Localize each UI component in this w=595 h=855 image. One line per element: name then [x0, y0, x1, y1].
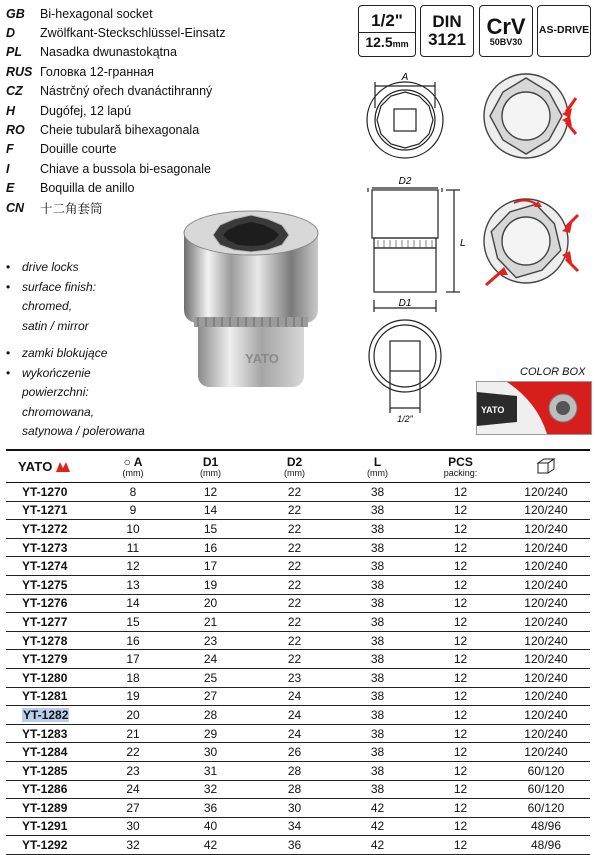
cell-pcs: 12: [419, 724, 502, 743]
language-text: Nástrčný ořech dvanáctihranný: [40, 84, 213, 99]
table-row: [6, 724, 590, 743]
cell-d1: 20: [168, 594, 253, 613]
language-row: [6, 23, 296, 42]
table-row: [6, 501, 590, 520]
table-row: [6, 631, 590, 650]
cell-pcs: 12: [419, 761, 502, 780]
col-d1-header: D1 (mm): [168, 450, 253, 483]
table-row: [6, 575, 590, 594]
table-row: [6, 836, 590, 855]
language-code: CN: [6, 200, 25, 215]
cell-l: 38: [336, 594, 419, 613]
cell-box: 120/240: [502, 501, 590, 520]
box-logo: YATO: [481, 405, 505, 415]
material-badge: [479, 5, 533, 57]
cell-box: 120/240: [502, 520, 590, 539]
color-box-photo: [476, 381, 592, 435]
cell-pcs: 12: [419, 817, 502, 836]
language-row: [6, 140, 296, 159]
cell-d1: 31: [168, 761, 253, 780]
cell-pcs: 12: [419, 483, 502, 502]
cell-d2: 26: [253, 743, 336, 762]
cell-l: 38: [336, 724, 419, 743]
language-text: Zwölfkant-Steckschlüssel-Einsatz: [40, 26, 226, 41]
cell-d1: 15: [168, 520, 253, 539]
drive-size-badge: [358, 5, 416, 57]
product-code: YT-1278: [6, 631, 98, 650]
col-a-header: ○ A (mm): [98, 450, 168, 483]
cell-pcs: 12: [419, 799, 502, 818]
product-code: YT-1282: [6, 706, 98, 725]
cell-d2: 30: [253, 799, 336, 818]
table-row: [6, 706, 590, 725]
cell-box: 120/240: [502, 650, 590, 669]
cell-l: 42: [336, 799, 419, 818]
drive-size-mm: 12.5mm: [365, 34, 409, 51]
din-label: DIN: [432, 12, 462, 32]
col-l-header: L (mm): [336, 450, 419, 483]
cell-box: 120/240: [502, 631, 590, 650]
product-code: YT-1271: [6, 501, 98, 520]
cell-a: 21: [98, 724, 168, 743]
cell-box: 120/240: [502, 668, 590, 687]
cell-a: 12: [98, 557, 168, 576]
cell-d1: 42: [168, 836, 253, 855]
language-code: D: [6, 26, 16, 41]
cell-a: 9: [98, 501, 168, 520]
cell-d2: 24: [253, 706, 336, 725]
cell-l: 38: [336, 761, 419, 780]
cell-a: 27: [98, 799, 168, 818]
cell-pcs: 12: [419, 575, 502, 594]
table-row: [6, 743, 590, 762]
cell-d2: 22: [253, 631, 336, 650]
language-row: [6, 179, 296, 198]
cell-a: 24: [98, 780, 168, 799]
table-row: [6, 799, 590, 818]
cell-box: 120/240: [502, 706, 590, 725]
language-code: PL: [6, 45, 22, 60]
language-code: RO: [6, 123, 25, 138]
din-number: 3121: [428, 30, 466, 49]
cell-l: 38: [336, 520, 419, 539]
cell-d2: 22: [253, 575, 336, 594]
col-d2-header: D2 (mm): [253, 450, 336, 483]
cell-a: 19: [98, 687, 168, 706]
language-code: RUS: [6, 64, 33, 79]
cell-l: 38: [336, 538, 419, 557]
table-row: [6, 650, 590, 669]
cell-box: 120/240: [502, 687, 590, 706]
table-row: [6, 780, 590, 799]
cell-l: 38: [336, 780, 419, 799]
language-code: H: [6, 103, 16, 118]
profile-label: AS-DRIVE: [538, 24, 590, 37]
yato-logo-icon: [56, 462, 70, 472]
cell-l: 38: [336, 613, 419, 632]
table-row: [6, 538, 590, 557]
cell-box: 60/120: [502, 761, 590, 780]
product-code: YT-1283: [6, 724, 98, 743]
product-code: YT-1286: [6, 780, 98, 799]
cell-a: 8: [98, 483, 168, 502]
cell-a: 30: [98, 817, 168, 836]
language-text: Cheie tubulară bihexagonala: [40, 123, 200, 138]
cell-l: 38: [336, 501, 419, 520]
product-code: YT-1272: [6, 520, 98, 539]
cell-d1: 24: [168, 650, 253, 669]
language-code: F: [6, 142, 14, 157]
cell-a: 15: [98, 613, 168, 632]
cell-d1: 17: [168, 557, 253, 576]
cell-pcs: 12: [419, 538, 502, 557]
table-row: [6, 483, 590, 502]
language-row: [6, 82, 296, 101]
language-row: [6, 4, 296, 23]
cell-box: 120/240: [502, 538, 590, 557]
cell-d1: 40: [168, 817, 253, 836]
cell-pcs: 12: [419, 743, 502, 762]
cell-pcs: 12: [419, 557, 502, 576]
product-code: YT-1276: [6, 594, 98, 613]
product-code: YT-1292: [6, 836, 98, 855]
table-row: [6, 668, 590, 687]
features-list: [6, 258, 196, 442]
cell-d2: 28: [253, 761, 336, 780]
product-code: YT-1291: [6, 817, 98, 836]
cell-d2: 24: [253, 687, 336, 706]
cell-pcs: 12: [419, 836, 502, 855]
cell-d2: 22: [253, 483, 336, 502]
cell-box: 60/120: [502, 780, 590, 799]
cell-d2: 22: [253, 501, 336, 520]
cell-d1: 12: [168, 483, 253, 502]
table-row: [6, 520, 590, 539]
product-code: YT-1285: [6, 761, 98, 780]
cell-box: 120/240: [502, 575, 590, 594]
cell-a: 16: [98, 631, 168, 650]
brand-header: YATO: [6, 450, 98, 483]
color-box-label: COLOR BOX: [520, 366, 586, 378]
language-row: [6, 120, 296, 139]
col-box-header: [502, 450, 590, 483]
feature-item: • drive locks: [6, 260, 79, 274]
profile-badge: [537, 5, 591, 57]
language-text: Chiave a bussola bi-esagonale: [40, 161, 211, 176]
language-text: Douille courte: [40, 142, 117, 157]
language-row: [6, 101, 296, 120]
cell-pcs: 12: [419, 650, 502, 669]
cell-d2: 22: [253, 650, 336, 669]
socket-photo: [176, 205, 326, 395]
cell-d2: 22: [253, 538, 336, 557]
dim-d2-label: D2: [398, 176, 412, 187]
cell-box: 120/240: [502, 743, 590, 762]
cell-l: 38: [336, 706, 419, 725]
cell-pcs: 12: [419, 613, 502, 632]
product-code: YT-1280: [6, 668, 98, 687]
cell-pcs: 12: [419, 687, 502, 706]
language-row: [6, 43, 296, 62]
language-row: [6, 62, 296, 81]
cell-d2: 28: [253, 780, 336, 799]
cell-l: 38: [336, 668, 419, 687]
cell-a: 23: [98, 761, 168, 780]
product-code: YT-1273: [6, 538, 98, 557]
drive-size: 1/2": [359, 12, 415, 33]
dim-drive-label: 1/2": [397, 414, 413, 424]
socket-marking: YATO: [245, 351, 279, 366]
cell-d1: 23: [168, 631, 253, 650]
cell-d2: 22: [253, 557, 336, 576]
cell-a: 17: [98, 650, 168, 669]
cell-l: 38: [336, 631, 419, 650]
product-code: YT-1281: [6, 687, 98, 706]
cell-box: 60/120: [502, 799, 590, 818]
cell-d1: 32: [168, 780, 253, 799]
cell-d1: 25: [168, 668, 253, 687]
cell-l: 38: [336, 687, 419, 706]
feature-item: • wykończenie powierzchni: chromowana, satynowa / polerowana: [6, 365, 145, 438]
cell-a: 13: [98, 575, 168, 594]
cell-a: 11: [98, 538, 168, 557]
cell-l: 38: [336, 557, 419, 576]
cell-a: 32: [98, 836, 168, 855]
cell-d2: 34: [253, 817, 336, 836]
product-code: YT-1289: [6, 799, 98, 818]
dim-d1-label: D1: [398, 298, 412, 309]
cell-d1: 28: [168, 706, 253, 725]
cell-d1: 16: [168, 538, 253, 557]
language-row: [6, 159, 296, 178]
language-text: Dugófej, 12 lapú: [40, 103, 132, 118]
dim-a-label: A: [401, 72, 409, 83]
table-header-row: [6, 450, 590, 483]
col-pcs-header: PCS packing:: [419, 450, 502, 483]
language-text: Bi-hexagonal socket: [40, 6, 153, 21]
cell-l: 38: [336, 575, 419, 594]
cell-d1: 29: [168, 724, 253, 743]
feature-item: • surface finish: chromed, satin / mirror: [6, 279, 97, 333]
cell-box: 48/96: [502, 817, 590, 836]
cell-d1: 14: [168, 501, 253, 520]
cell-d2: 22: [253, 594, 336, 613]
language-text: Nasadka dwunastokątna: [40, 45, 177, 60]
cell-d1: 27: [168, 687, 253, 706]
cell-pcs: 12: [419, 631, 502, 650]
table-row: [6, 613, 590, 632]
table-row: [6, 557, 590, 576]
table-row: [6, 761, 590, 780]
cell-pcs: 12: [419, 668, 502, 687]
cell-box: 48/96: [502, 836, 590, 855]
cell-d1: 21: [168, 613, 253, 632]
cell-box: 120/240: [502, 594, 590, 613]
cell-pcs: 12: [419, 780, 502, 799]
language-text: Boquilla de anillo: [40, 181, 135, 196]
cell-pcs: 12: [419, 594, 502, 613]
cell-box: 120/240: [502, 483, 590, 502]
language-code: I: [6, 161, 10, 176]
cell-l: 38: [336, 483, 419, 502]
cell-pcs: 12: [419, 706, 502, 725]
technical-drawing: [350, 68, 470, 433]
cell-d2: 22: [253, 520, 336, 539]
product-code: YT-1274: [6, 557, 98, 576]
language-code: E: [6, 181, 15, 196]
cell-d2: 24: [253, 724, 336, 743]
product-table: [6, 449, 590, 855]
cell-a: 10: [98, 520, 168, 539]
table-row: [6, 594, 590, 613]
cell-l: 38: [336, 743, 419, 762]
cell-d1: 30: [168, 743, 253, 762]
cell-a: 18: [98, 668, 168, 687]
cell-l: 42: [336, 836, 419, 855]
table-row: [6, 817, 590, 836]
language-code: CZ: [6, 84, 23, 99]
product-code: YT-1284: [6, 743, 98, 762]
language-text: 十二角套筒: [40, 201, 103, 216]
product-code: YT-1279: [6, 650, 98, 669]
cell-d1: 19: [168, 575, 253, 594]
material-grade: 50BV30: [489, 36, 523, 47]
product-code: YT-1275: [6, 575, 98, 594]
cell-d2: 36: [253, 836, 336, 855]
product-code: YT-1270: [6, 483, 98, 502]
cell-box: 120/240: [502, 557, 590, 576]
product-code: YT-1277: [6, 613, 98, 632]
cell-box: 120/240: [502, 613, 590, 632]
feature-item: • zamki blokujące: [6, 346, 108, 360]
language-code: GB: [6, 6, 25, 21]
cell-a: 20: [98, 706, 168, 725]
cell-pcs: 12: [419, 520, 502, 539]
cell-a: 14: [98, 594, 168, 613]
cell-l: 38: [336, 650, 419, 669]
cell-a: 22: [98, 743, 168, 762]
dim-l-label: L: [460, 238, 466, 249]
din-badge: [420, 5, 474, 57]
cell-d1: 36: [168, 799, 253, 818]
cell-d2: 23: [253, 668, 336, 687]
drive-lock-diagram: [476, 68, 591, 308]
table-row: [6, 687, 590, 706]
language-list: [6, 4, 296, 217]
box-icon: [536, 458, 556, 474]
cell-pcs: 12: [419, 501, 502, 520]
cell-d2: 22: [253, 613, 336, 632]
cell-l: 42: [336, 817, 419, 836]
material-label: CrV: [486, 13, 526, 39]
language-text: Головка 12-гранная: [40, 64, 154, 79]
cell-box: 120/240: [502, 724, 590, 743]
